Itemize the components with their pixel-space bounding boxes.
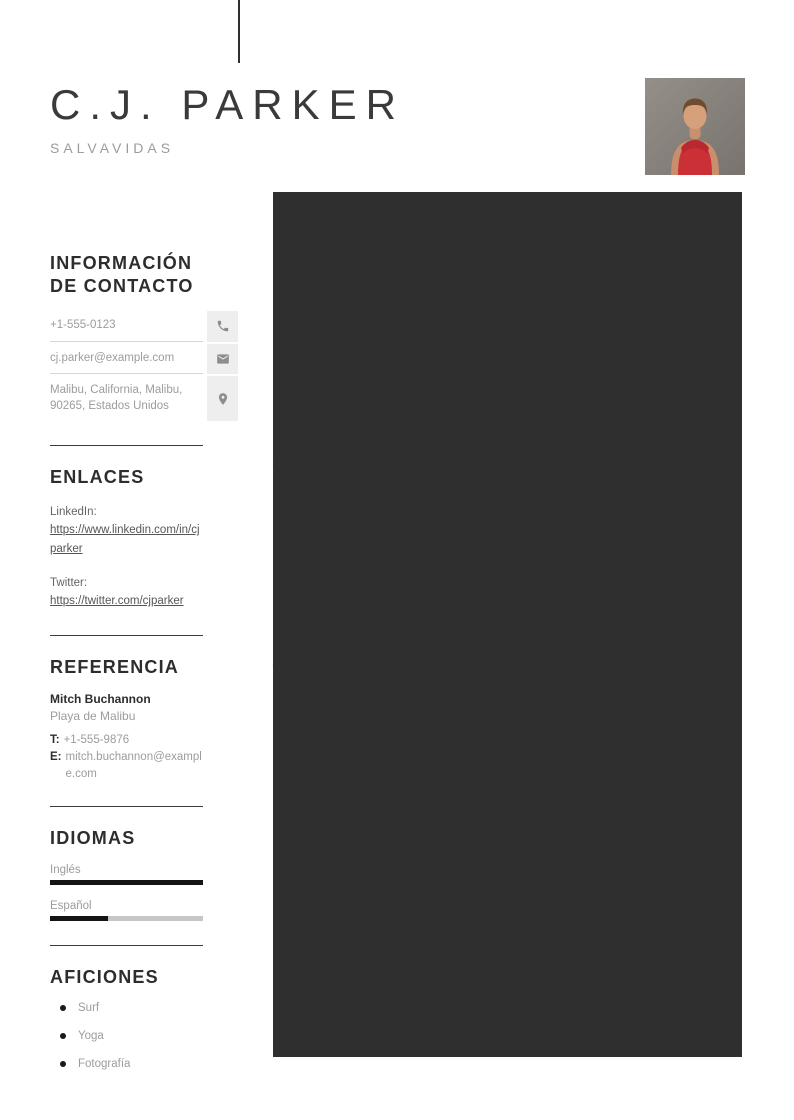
hobby-label: Fotografía [78,1058,131,1071]
email-value: cj.parker@example.com [50,344,203,375]
reference-heading: REFERENCIA [50,656,180,677]
languages-section [50,806,203,921]
reference-organization: Playa de Malibu [50,709,136,724]
contact-row-email [50,344,238,375]
address-value: Malibu, California, Malibu, 90265, Estados Unidos [50,384,183,412]
contact-row-phone [50,311,238,342]
language-level-bar [50,916,203,921]
contact-row-address [50,376,238,421]
reference-phone-label: T: [50,734,60,747]
profile-photo [645,78,745,175]
twitter-link-block [50,574,203,611]
reference-email-line [50,749,203,782]
links-section [50,445,203,610]
language-level-fill [50,880,203,885]
links-heading: ENLACES [50,467,145,488]
candidate-name: C.J. PARKER [50,81,405,128]
reference-name: Mitch Buchannon [50,692,151,707]
vertical-divider-top [238,0,240,63]
reference-email-label: E: [50,750,62,763]
contact-heading: INFORMACIÓN DE CONTACTO [50,253,194,296]
language-level-bar [50,880,203,885]
reference-email-value: mitch.buchannon@example.com [65,750,202,780]
bullet-dot-icon [60,1033,66,1039]
language-item [50,864,203,885]
languages-heading: IDIOMAS [50,828,136,849]
hobbies-section [50,945,203,1071]
twitter-label: Twitter: [50,576,88,589]
bullet-dot-icon [60,1061,66,1067]
vertical-divider-main [273,192,742,1057]
phone-value: +1-555-0123 [50,311,203,342]
language-name: Español [50,899,92,912]
hobbies-heading: AFICIONES [50,966,159,987]
language-name: Inglés [50,863,81,876]
location-icon [207,376,238,421]
hobby-item [50,1030,203,1042]
sidebar [50,252,238,1086]
hobby-item [50,1002,203,1014]
reference-section [50,635,203,783]
linkedin-url[interactable]: https://www.linkedin.com/in/cjparker [50,524,200,555]
candidate-title: SALVAVIDAS [50,140,175,157]
email-icon [207,344,238,375]
hobby-item [50,1058,203,1070]
reference-phone-value: +1-555-9876 [63,734,130,747]
linkedin-link-block [50,503,203,558]
hobby-label: Yoga [78,1030,104,1043]
language-level-fill [50,916,108,921]
contact-section [50,252,238,421]
language-item [50,900,203,921]
profile-photo-image [645,78,745,175]
bullet-dot-icon [60,1005,66,1011]
twitter-url[interactable]: https://twitter.com/cjparker [50,595,184,608]
phone-icon [207,311,238,342]
header [50,82,742,156]
linkedin-label: LinkedIn: [50,505,97,518]
hobby-label: Surf [78,1002,100,1015]
reference-phone-line [50,732,203,749]
